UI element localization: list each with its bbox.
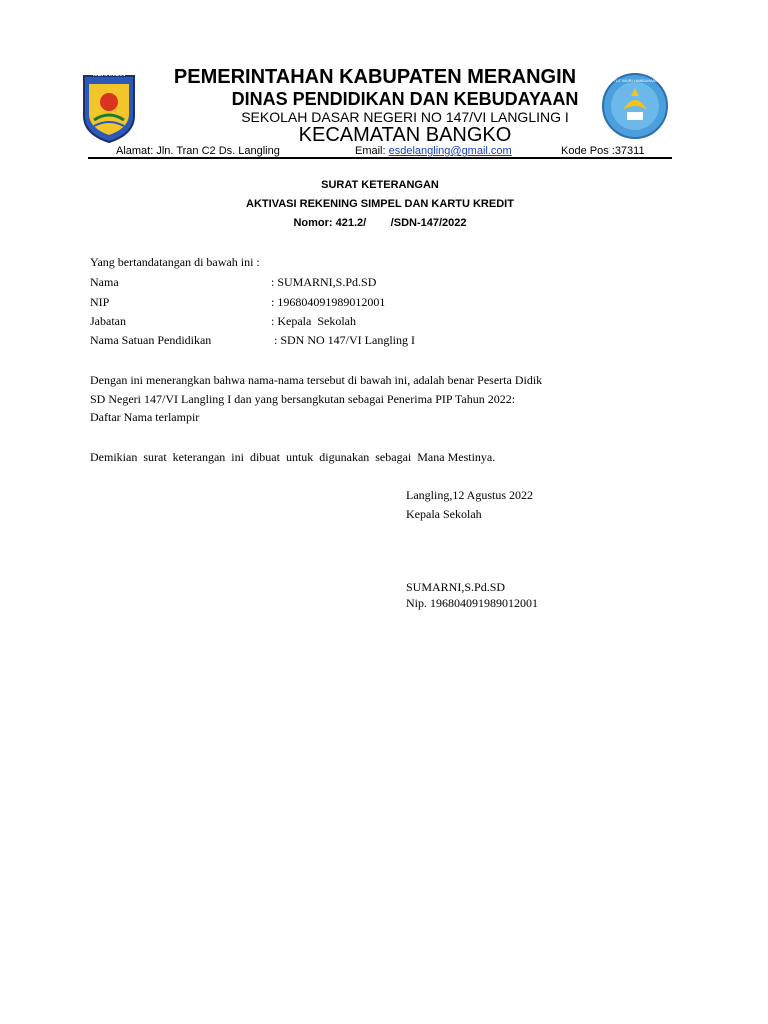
signature-name: SUMARNI,S.Pd.SD [406, 580, 506, 594]
header-agency: DINAS PENDIDIKAN DAN KEBUDAYAAN [231, 89, 579, 109]
header-postcode: Kode Pos :37311 [561, 145, 645, 157]
field-value: : Kepala Sekolah [271, 314, 356, 328]
closing-paragraph: Demikian surat keterangan ini dibuat untuk digunakan sebagai Mana Mestinya. [90, 450, 496, 464]
signature-position: Kepala Sekolah [406, 507, 482, 521]
field-value: : SUMARNI,S.Pd.SD [271, 275, 377, 289]
header-government: PEMERINTAHAN KABUPATEN MERANGIN [173, 66, 577, 88]
header-divider [88, 157, 672, 159]
paragraph-line: SD Negeri 147/VI Langling I dan yang bersangkutan sebagai Penerima PIP Tahun 2022: [90, 392, 516, 406]
doc-number: Nomor: 421.2/ /SDN-147/2022 [293, 217, 467, 229]
paragraph-line: Dengan ini menerangkan bahwa nama-nama tersebut di bawah ini, adalah benar Peserta Didik [90, 373, 543, 387]
tut-wuri-logo-text: TUT WURI HANDAYANI [613, 78, 657, 83]
doc-subtitle: AKTIVASI REKENING SIMPEL DAN KARTU KREDIT [246, 198, 514, 210]
merangin-logo-text: MERANGIN [92, 72, 126, 78]
field-label: NIP [90, 295, 110, 309]
field-value: : 196804091989012001 [271, 295, 386, 309]
header-district: KECAMATAN BANGKO [298, 124, 512, 146]
field-value: : SDN NO 147/VI Langling I [271, 333, 415, 347]
paragraph-line: Daftar Nama terlampir [90, 410, 200, 424]
doc-title: SURAT KETERANGAN [321, 179, 439, 191]
signature-place-date: Langling,12 Agustus 2022 [406, 488, 534, 502]
header-email-block [355, 145, 512, 157]
field-label: Nama Satuan Pendidikan [90, 333, 212, 347]
intro-text: Yang bertandatangan di bawah ini : [90, 255, 260, 269]
email-label: Email: [355, 145, 386, 157]
email-link[interactable]: esdelangling@gmail.com [388, 145, 512, 157]
field-label: Nama [90, 275, 119, 289]
signature-nip: Nip. 196804091989012001 [406, 596, 538, 610]
header-address: Alamat: Jln. Tran C2 Ds. Langling [116, 145, 280, 157]
field-label: Jabatan [90, 314, 126, 328]
merangin-logo [80, 72, 138, 144]
header-school: SEKOLAH DASAR NEGERI NO 147/VI LANGLING I [241, 109, 569, 125]
